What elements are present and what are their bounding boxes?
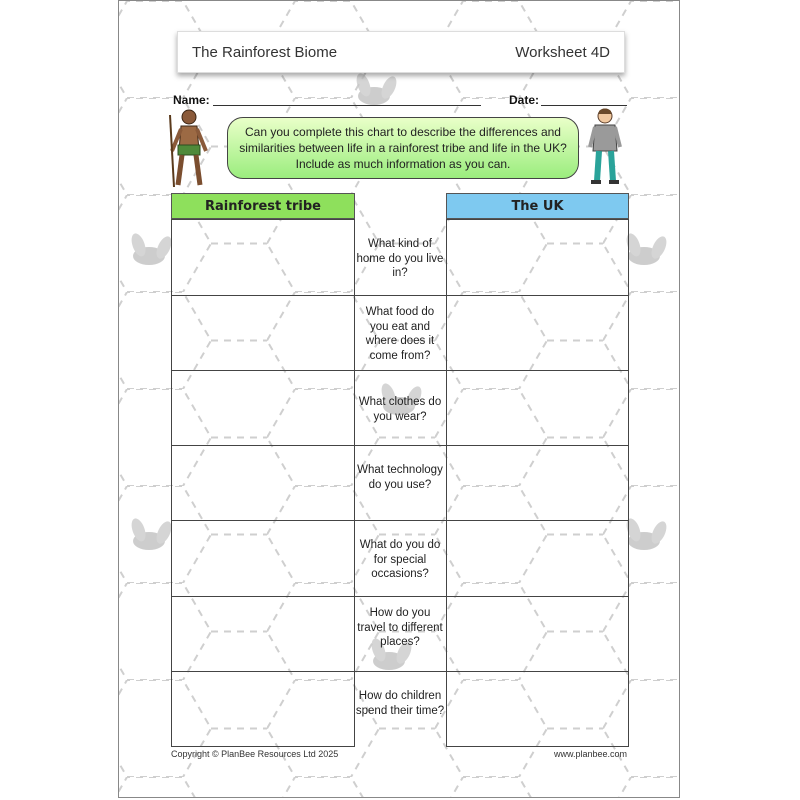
copyright-text: Copyright © PlanBee Resources Ltd 2025 [171, 749, 339, 759]
row-divider [171, 445, 629, 446]
row-divider [171, 370, 629, 371]
question-special-occasions: What do you do for special occasions? [359, 539, 441, 580]
name-field[interactable] [213, 105, 481, 106]
row-divider [171, 596, 629, 597]
date-label: Date: [509, 93, 540, 107]
row-divider [171, 671, 629, 672]
instruction-bubble [227, 117, 579, 179]
question-travel: How do you travel to different places? [357, 607, 443, 648]
uk-man-illustration [585, 107, 625, 187]
page-title: The Rainforest Biome [192, 44, 338, 61]
name-label: Name: [173, 93, 210, 107]
question-clothes: What clothes do you wear? [358, 396, 442, 423]
website-link[interactable]: www.planbee.com [553, 749, 627, 759]
tribesman-illustration [163, 107, 215, 189]
rainforest-column[interactable] [171, 219, 355, 747]
question-technology: What technology do you use? [357, 464, 443, 491]
rainforest-tribe-header: Rainforest tribe [171, 193, 355, 219]
title-bar [177, 31, 625, 73]
uk-column[interactable] [446, 219, 629, 747]
question-children: How do children spend their time? [355, 690, 445, 717]
question-home: What kind of home do you live in? [356, 238, 444, 279]
uk-header: The UK [446, 193, 629, 219]
row-divider [171, 520, 629, 521]
instruction-text: Can you complete this chart to describe the differences and similarities between life in a rainforest tribe and life in the UK? Include as much information as you can. [239, 125, 567, 171]
worksheet-page [118, 0, 680, 798]
question-food: What food do you eat and where does it come from? [365, 306, 435, 362]
date-field[interactable] [541, 105, 627, 106]
worksheet-number: Worksheet 4D [515, 44, 610, 61]
row-divider [171, 295, 629, 296]
